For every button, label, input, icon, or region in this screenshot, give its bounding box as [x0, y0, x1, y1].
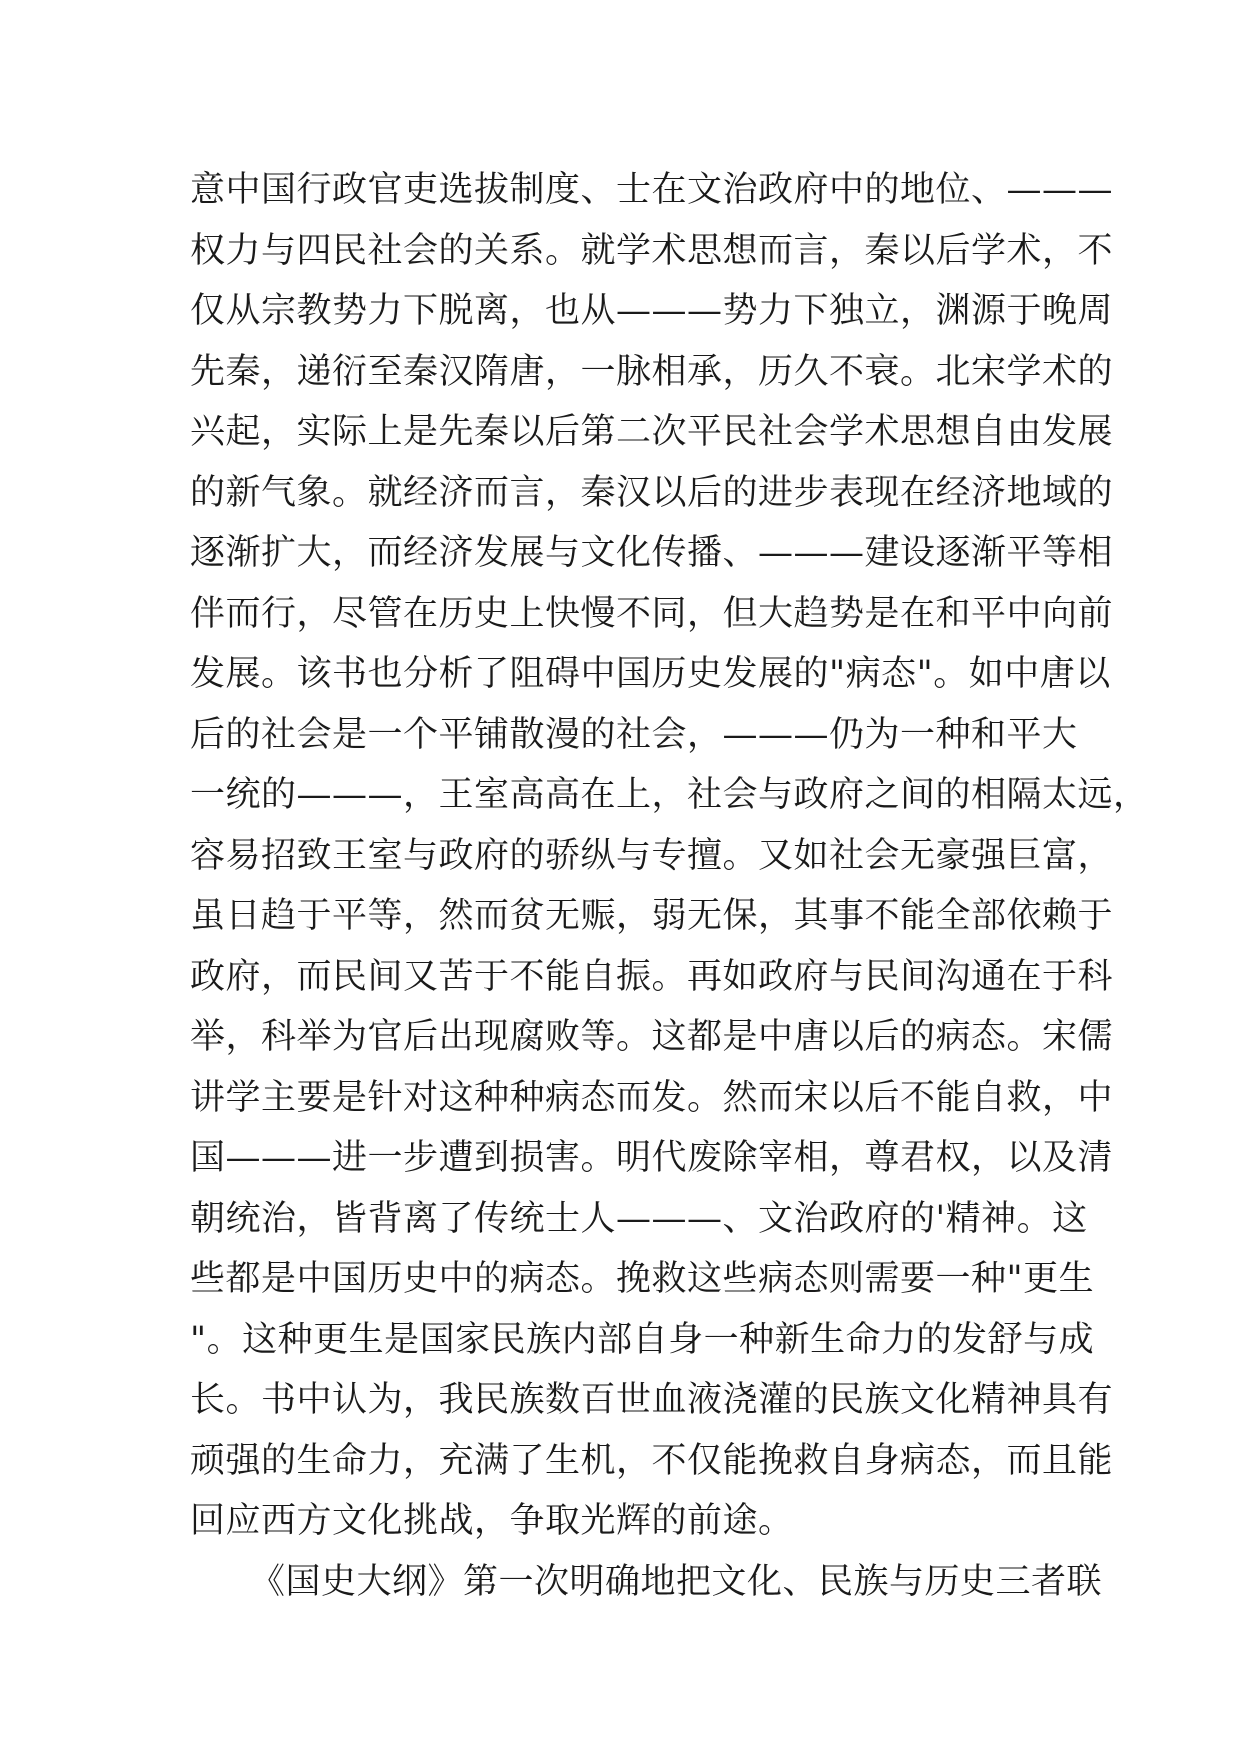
text-line: 逐渐扩大，而经济发展与文化传播、———建设逐渐平等相: [190, 533, 1114, 573]
text-line: 权力与四民社会的关系。就学术思想而言，秦以后学术，不: [190, 230, 1114, 271]
text-line: 顽强的生命力，充满了生机，不仅能挽救自身病态，而且能: [190, 1440, 1114, 1481]
text-line: "。这种更生是国家民族内部自身一种新生命力的发舒与成: [190, 1319, 1095, 1360]
text-line: 一统的———，王室高高在上，社会与政府之间的相隔太远，: [190, 775, 1149, 815]
text-line: 发展。该书也分析了阻碍中国历史发展的"病态"。如中唐以: [190, 654, 1111, 694]
text-line: 后的社会是一个平铺散漫的社会，———仍为一种和平大: [190, 714, 1078, 755]
text-line: 虽日趋于平等，然而贫无赈，弱无保，其事不能全部依赖于: [190, 896, 1114, 936]
text-line: 仅从宗教势力下脱离，也从———势力下独立，渊源于晚周: [190, 291, 1114, 331]
text-line: 容易招致王室与政府的骄纵与专擅。又如社会无豪强巨富，: [190, 835, 1114, 876]
text-line: 些都是中国历史中的病态。挽救这些病态则需要一种"更生: [190, 1259, 1095, 1299]
text-line: 国———进一步遭到损害。明代废除宰相，尊君权，以及清: [190, 1138, 1114, 1178]
body-text: [190, 160, 1149, 1612]
text-line: 长。书中认为，我民族数百世血液浇灌的民族文化精神具有: [190, 1380, 1114, 1420]
text-line: 政府，而民间又苦于不能自振。再如政府与民间沟通在于科: [190, 956, 1114, 997]
text-line: 伴而行，尽管在历史上快慢不同，但大趋势是在和平中向前: [190, 593, 1114, 634]
text-line: 讲学主要是针对这种种病态而发。然而宋以后不能自救，中: [190, 1077, 1114, 1118]
text-line: 先秦，递衍至秦汉隋唐，一脉相承，历久不衰。北宋学术的: [190, 351, 1114, 392]
text-line: 兴起，实际上是先秦以后第二次平民社会学术思想自由发展: [190, 412, 1114, 452]
text-line: 举，科举为官后出现腐败等。这都是中唐以后的病态。宋儒: [190, 1017, 1114, 1057]
text-line: 回应西方文化挑战，争取光辉的前途。: [190, 1501, 794, 1541]
text-line: 意中国行政官吏选拔制度、士在文治政府中的地位、———: [190, 170, 1114, 210]
paragraph-start-line: 《国史大纲》第一次明确地把文化、民族与历史三者联: [250, 1561, 1103, 1602]
text-line: 的新气象。就经济而言，秦汉以后的进步表现在经济地域的: [190, 472, 1114, 513]
text-line: 朝统治，皆背离了传统士人———、文治政府的'精神。这: [190, 1198, 1088, 1239]
